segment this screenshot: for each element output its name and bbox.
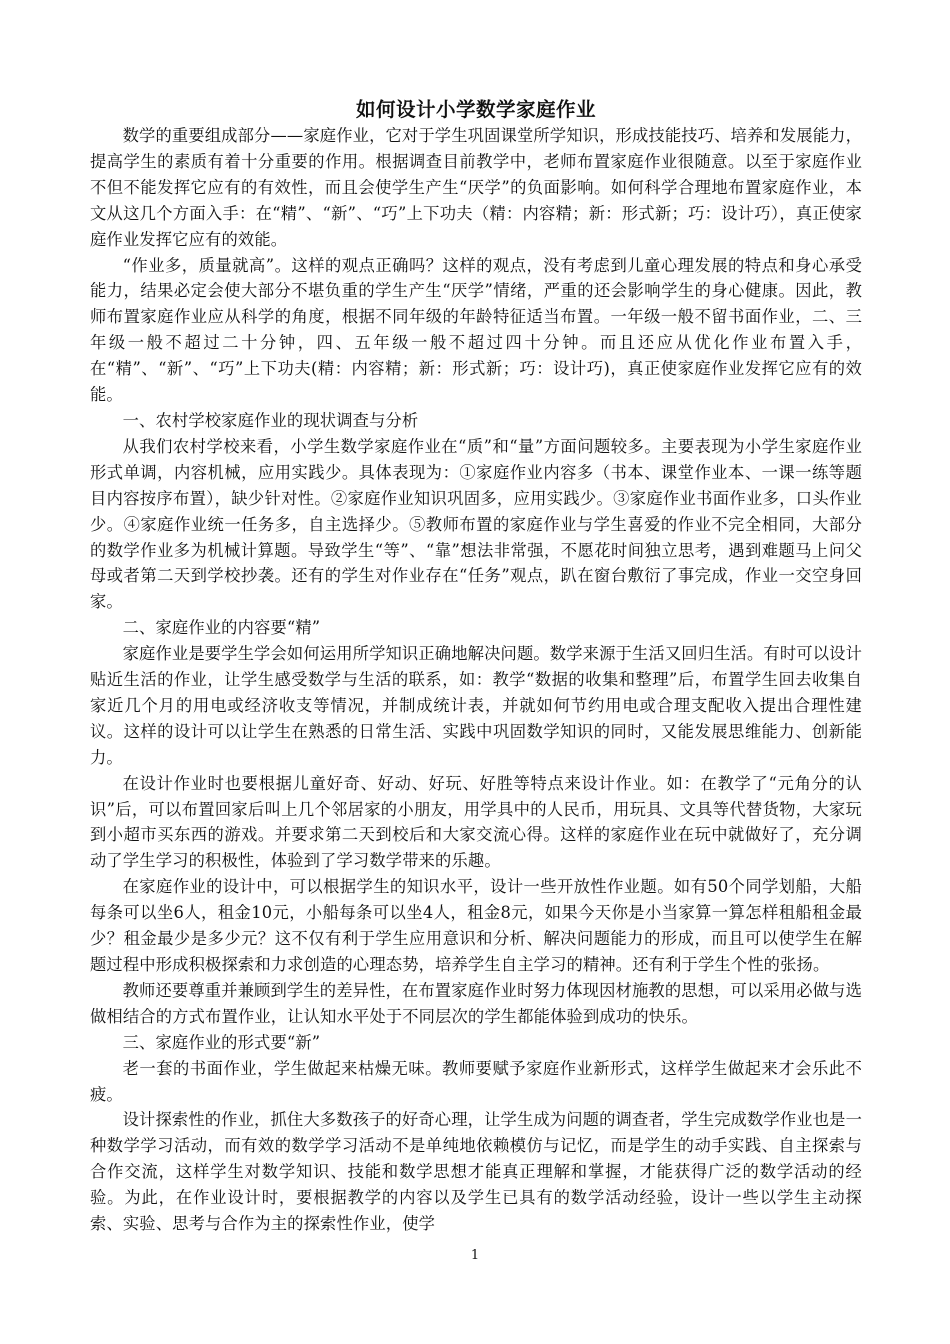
document-title: 如何设计小学数学家庭作业: [355, 98, 596, 121]
section-heading-survey: 一、农村学校家庭作业的现状调查与分析: [122, 410, 419, 430]
paragraph-intro: 数学的重要组成部分——家庭作业，它对于学生巩固课堂所学知识，形成技能技巧、培养和发展能力，提高学生的素质有着十分重要的作用。根据调查目前教学中，老师布置家庭作业很随意。以至于家庭作业不但不能发挥它应有的有效性，而且会使学生产生“厌学”的负面影响。如何科学合理地布置家庭作业，本文从这几个方面入手：在“精”、“新”、“巧”上下功夫（精：内容精；新：形式新；巧：设计巧），真正使家庭作业发挥它应有的效能。: [90, 126, 863, 249]
paragraph-form-new: 老一套的书面作业，学生做起来枯燥无味。教师要赋予家庭作业新形式，这样学生做起来才会乐此不疲。: [90, 1058, 862, 1104]
paragraph-content-play: 在设计作业时也要根据儿童好奇、好动、好玩、好胜等特点来设计作业。如：在教学了“元角分的认识”后，可以布置回家后叫上几个邻居家的小朋友，用学具中的人民币，用玩具、文具等代替货物，大家玩到小超市买东西的游戏。并要求第二天到校后和大家交流心得。这样的家庭作业在玩中就做好了，充分调动了学生学习的积极性，体验到了学习数学带来的乐趣。: [90, 773, 862, 871]
paragraph-content-differences: 教师还要尊重并兼顾到学生的差异性，在布置家庭作业时努力体现因材施教的思想，可以采用必做与选做相结合的方式布置作业，让认知水平处于不同层次的学生都能体验到成功的快乐。: [90, 980, 863, 1026]
paragraph-homework-quantity: “作业多，质量就高”。这样的观点正确吗？这样的观点，没有考虑到儿童心理发展的特点和身心承受能力，结果必定会使大部分不堪负重的学生产生“厌学”情绪，严重的还会影响学生的身心健康。因此，教师布置家庭作业应从科学的角度，根据不同年级的年龄特征适当布置。一年级一般不留书面作业，二、三年级一般不超过二十分钟，四、五年级一般不超过四十分钟。而且还应从优化作业布置入手，在“精”、“新”、“巧”上下功夫(精：内容精；新：形式新；巧：设计巧)，真正使家庭作业发挥它应有的效能。: [90, 255, 862, 405]
paragraph-survey: 从我们农村学校来看，小学生数学家庭作业在“质”和“量”方面问题较多。主要表现为小学生家庭作业形式单调，内容机械，应用实践少。具体表现为：①家庭作业内容多（书本、课堂作业本、一课一练等题目内容按序布置），缺少针对性。②家庭作业知识巩固多，应用实践少。③家庭作业书面作业多，口头作业少。④家庭作业统一任务多，自主选择少。⑤教师布置的家庭作业与学生喜爱的作业不完全相同，大部分的数学作业多为机械计算题。导致学生“等”、“靠”想法非常强，不愿花时间独立思考，遇到难题马上问父母或者第二天到学校抄袭。还有的学生对作业存在“任务”观点，趴在窗台敷衍了事完成，作业一交空身回家。: [90, 436, 862, 612]
page-number: 1: [470, 1248, 480, 1263]
paragraph-content-open: 在家庭作业的设计中，可以根据学生的知识水平，设计一些开放性作业题。如有50个同学划船，大船每条可以坐6人，租金10元，小船每条可以坐4人，租金8元，如果今天你是小当家算一算怎样租船租金最少？租金最少是多少元？这不仅有利于学生应用意识和分析、解决问题能力的形成，而且可以使学生在解题过程中形成积极探索和力求创造的心理态势，培养学生自主学习的精神。还有利于学生个性的张扬。: [90, 877, 862, 974]
paragraph-content-life: 家庭作业是要学生学会如何运用所学知识正确地解决问题。数学来源于生活又回归生活。有时可以设计贴近生活的作业，让学生感受数学与生活的联系，如：教学“数据的收集和整理”后，布置学生回去收集自家近几个月的用电或经济收支等情况，并制成统计表，并就如何节约用电或合理支配收入提出合理性建议。这样的设计可以让学生在熟悉的日常生活、实践中巩固数学知识的同时，又能发展思维能力、创新能力。: [90, 644, 863, 767]
section-heading-form: 三、家庭作业的形式要“新”: [122, 1032, 321, 1052]
document-page: [90, 98, 862, 1237]
section-heading-content: 二、家庭作业的内容要“精”: [122, 618, 321, 638]
paragraph-form-explore: 设计探索性的作业，抓住大多数孩子的好奇心理，让学生成为问题的调查者，学生完成数学作业也是一种数学学习活动，而有效的数学学习活动不是单纯地依赖模仿与记忆，而是学生的动手实践、自主探索与合作交流，这样学生对数学知识、技能和数学思想才能真正理解和掌握，才能获得广泛的数学活动的经验。为此，在作业设计时，要根据教学的内容以及学生已具有的数学活动经验，设计一些以学生主动探索、实验、思考与合作为主的探索性作业，使学: [90, 1110, 863, 1234]
